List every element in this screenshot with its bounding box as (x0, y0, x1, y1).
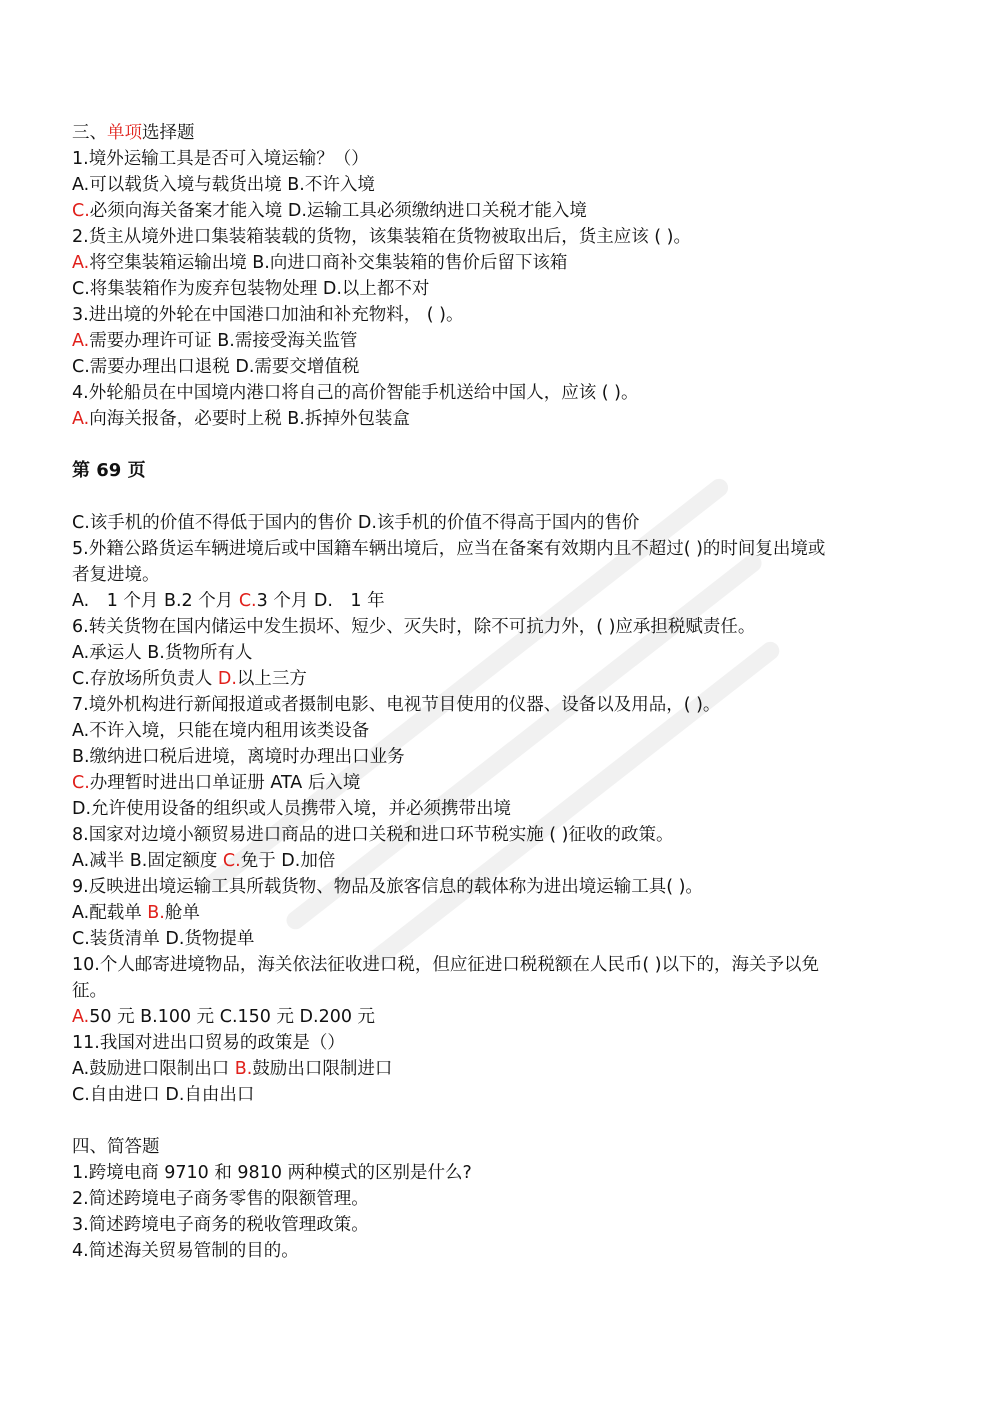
q4-options-cd: C.该手机的价值不得低于国内的售价 D.该手机的价值不得高于国内的售价 (72, 513, 640, 533)
q11-options-ab (72, 1056, 927, 1082)
q11-options-ab-before: A.鼓励进口限制出口 (72, 1059, 235, 1079)
q3-options-cd: C.需要办理出口退税 D.需要交增值税 (72, 357, 360, 377)
q6-options-cd-before: C.存放场所负责人 (72, 669, 218, 689)
q10-question-line2: 征。 (72, 981, 107, 1001)
q7-option-a: A.不许入境，只能在境内租用该类设备 (72, 721, 370, 741)
q6-question: 6.转关货物在国内储运中发生损坏、短少、灭失时，除不可抗力外，( )应承担税赋责任。 (72, 617, 756, 637)
short-answer-item: 2.简述跨境电子商务零售的限额管理。 (72, 1189, 369, 1209)
answer-mark: C. (238, 591, 257, 611)
section-3-heading (72, 120, 927, 146)
q1-options-cd-text: 必须向海关备案才能入境 D.运输工具必须缴纳进口关税才能入境 (89, 201, 587, 221)
q5-options-before: A. 1 个月 B.2 个月 (72, 591, 239, 611)
q4-options-ab-text: 向海关报备，必要时上税 B.拆掉外包装盒 (89, 409, 410, 429)
answer-mark: A. (72, 409, 90, 429)
answer-mark: B. (234, 1059, 253, 1079)
q1-question: 1.境外运输工具是否可入境运输？（） (72, 149, 369, 169)
q9-options-cd: C.装货清单 D.货物提单 (72, 929, 255, 949)
q8-options (72, 848, 927, 874)
answer-mark: B. (147, 903, 165, 923)
q10-question-line1: 10.个人邮寄进境物品，海关依法征收进口税，但应征进口税税额在人民币( )以下的，海关予以免 (72, 955, 820, 975)
q3-options-ab-text: 需要办理许可证 B.需接受海关监管 (89, 331, 358, 351)
q7-option-c (72, 770, 927, 796)
q10-options-text: 50 元 B.100 元 C.150 元 D.200 元 (89, 1007, 376, 1027)
q2-options-cd: C.将集装箱作为废弃包装物处理 D.以上都不对 (72, 279, 430, 299)
section-3-highlight: 单项 (107, 123, 142, 143)
q6-options-cd-after: 以上三方 (236, 669, 307, 689)
q1-options-cd (72, 198, 927, 224)
q3-options-ab (72, 328, 927, 354)
q3-question: 3.进出境的外轮在中国港口加油和补充物料， ( )。 (72, 305, 464, 325)
q9-question: 9.反映进出境运输工具所载货物、物品及旅客信息的载体称为进出境运输工具( )。 (72, 877, 703, 897)
q6-options-cd (72, 666, 927, 692)
q11-options-ab-after: 鼓励出口限制进口 (252, 1059, 393, 1079)
q11-question: 11.我国对进出口贸易的政策是（） (72, 1033, 345, 1053)
q8-options-before: A.减半 B.固定额度 (72, 851, 223, 871)
q2-options-ab-text: 将空集装箱运输出境 B.向进口商补交集装箱的售价后留下该箱 (89, 253, 568, 273)
answer-mark: C. (72, 773, 90, 793)
section-3-prefix: 三、 (72, 123, 107, 143)
answer-mark: A. (72, 331, 90, 351)
q5-question-line2: 者复进境。 (72, 565, 160, 585)
q1-options-ab: A.可以载货入境与载货出境 B.不许入境 (72, 175, 375, 195)
q9-options-ab-before: A.配载单 (72, 903, 148, 923)
section-4-heading: 四、简答题 (72, 1137, 160, 1157)
short-answer-item: 3.简述跨境电子商务的税收管理政策。 (72, 1215, 369, 1235)
q4-question: 4.外轮船员在中国境内港口将自己的高价智能手机送给中国人，应该 ( )。 (72, 383, 639, 403)
q9-options-ab-after: 舱单 (164, 903, 200, 923)
answer-mark: D. (217, 669, 237, 689)
q7-option-c-text: 办理暂时进出口单证册 ATA 后入境 (89, 773, 361, 793)
answer-mark: C. (72, 201, 90, 221)
q7-question: 7.境外机构进行新闻报道或者摄制电影、电视节目使用的仪器、设备以及用品，( )。 (72, 695, 721, 715)
q9-options-ab (72, 900, 927, 926)
q10-options (72, 1004, 927, 1030)
q5-options-after: 3 个月 D. 1 年 (256, 591, 385, 611)
q4-options-ab (72, 406, 927, 432)
answer-mark: C. (222, 851, 241, 871)
q5-options (72, 588, 927, 614)
short-answer-item: 4.简述海关贸易管制的目的。 (72, 1241, 299, 1261)
q11-options-cd: C.自由进口 D.自由出口 (72, 1085, 255, 1105)
q7-option-b: B.缴纳进口税后进境，离境时办理出口业务 (72, 747, 405, 767)
q6-options-ab: A.承运人 B.货物所有人 (72, 643, 253, 663)
q2-options-ab (72, 250, 927, 276)
q5-question-line1: 5.外籍公路货运车辆进境后或中国籍车辆出境后，应当在备案有效期内且不超过( )的时间复出境或 (72, 539, 826, 559)
q8-options-after: 免于 D.加倍 (240, 851, 336, 871)
q8-question: 8.国家对边境小额贸易进口商品的进口关税和进口环节税实施 ( )征收的政策。 (72, 825, 674, 845)
q2-question: 2.货主从境外进口集装箱装载的货物，该集装箱在货物被取出后，货主应该 ( )。 (72, 227, 691, 247)
answer-mark: A. (72, 253, 90, 273)
page-number-heading: 第 69 页 (72, 460, 146, 481)
short-answer-item: 1.跨境电商 9710 和 9810 两种模式的区别是什么? (72, 1163, 472, 1183)
q7-option-d: D.允许使用设备的组织或人员携带入境，并必须携带出境 (72, 799, 512, 819)
answer-mark: A. (72, 1007, 90, 1027)
section-3-suffix: 选择题 (142, 123, 195, 143)
